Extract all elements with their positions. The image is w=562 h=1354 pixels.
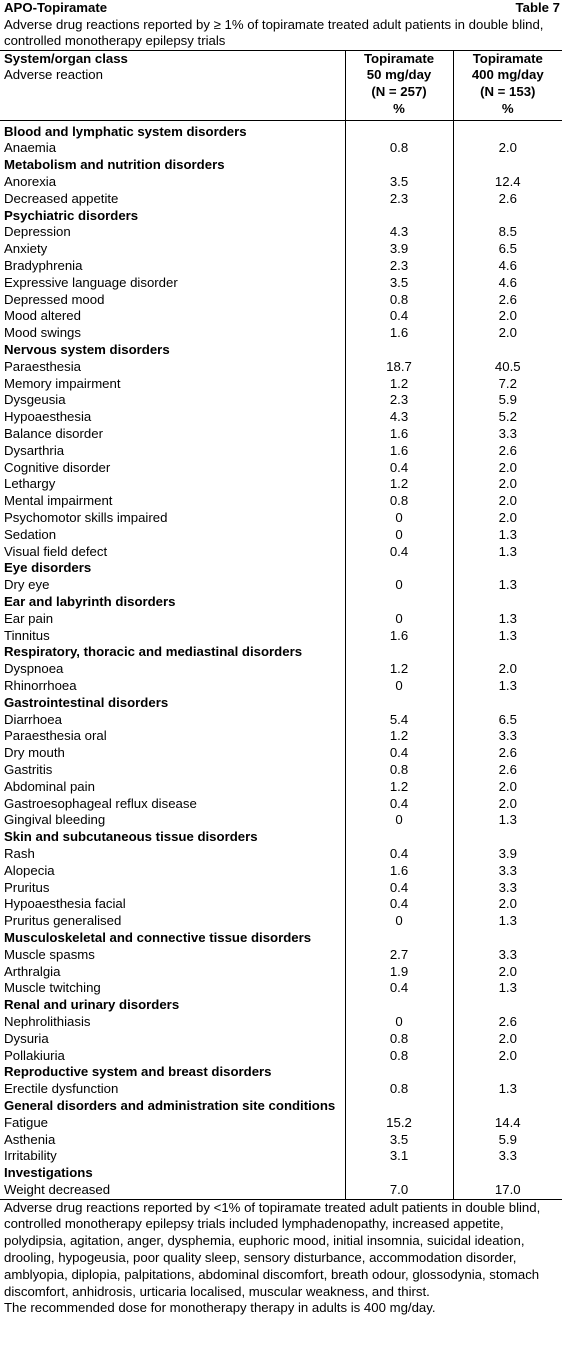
- reaction-name: Decreased appetite: [4, 190, 119, 206]
- table-row: [0, 140, 562, 157]
- value-400mg: 5.2: [453, 409, 562, 426]
- value-50mg: 0: [345, 527, 453, 544]
- value-400mg: 2.0: [453, 1048, 562, 1065]
- value-50mg: 1.2: [345, 661, 453, 678]
- col3-line-3: (N = 153): [480, 84, 536, 100]
- value-50mg: 0: [345, 678, 453, 695]
- empty-cell: [345, 930, 453, 947]
- table-row: [0, 476, 562, 493]
- value-50mg: 0: [345, 812, 453, 829]
- value-50mg: 2.7: [345, 947, 453, 964]
- value-50mg: 3.5: [345, 1132, 453, 1149]
- value-400mg: 1.3: [453, 527, 562, 544]
- empty-cell: [453, 208, 562, 225]
- reaction-name: Gastritis: [4, 761, 53, 777]
- adverse-reactions-table: [0, 51, 562, 1199]
- group-row: [0, 342, 562, 359]
- table-row: [0, 1115, 562, 1132]
- table-row: [0, 460, 562, 477]
- value-400mg: 1.3: [453, 577, 562, 594]
- reaction-name: Depressed mood: [4, 291, 105, 307]
- empty-cell: [453, 157, 562, 174]
- value-50mg: 0.4: [345, 880, 453, 897]
- table-row: [0, 913, 562, 930]
- value-50mg: 3.1: [345, 1148, 453, 1165]
- value-50mg: 4.3: [345, 409, 453, 426]
- empty-cell: [453, 644, 562, 661]
- reaction-name: Memory impairment: [4, 375, 121, 391]
- group-heading: Eye disorders: [4, 560, 92, 576]
- reaction-name: Depression: [4, 224, 71, 240]
- table-row: [0, 359, 562, 376]
- value-50mg: 1.9: [345, 964, 453, 981]
- value-50mg: 1.2: [345, 779, 453, 796]
- reaction-name: Gastroesophageal reflux disease: [4, 795, 197, 811]
- group-heading: Investigations: [4, 1165, 93, 1181]
- value-50mg: 0.8: [345, 493, 453, 510]
- reaction-name: Ear pain: [4, 610, 54, 626]
- group-row: [0, 829, 562, 846]
- group-row: [0, 120, 562, 140]
- table-row: [0, 863, 562, 880]
- table-row: [0, 1132, 562, 1149]
- value-50mg: 0.4: [345, 460, 453, 477]
- col3-line-4: %: [501, 100, 514, 116]
- table-row: [0, 325, 562, 342]
- value-50mg: 0.4: [345, 745, 453, 762]
- table-row: [0, 1014, 562, 1031]
- value-400mg: 1.3: [453, 913, 562, 930]
- table-row: [0, 846, 562, 863]
- table-row: [0, 275, 562, 292]
- table-row: [0, 779, 562, 796]
- group-heading: Skin and subcutaneous tissue disorders: [4, 829, 258, 845]
- value-400mg: 5.9: [453, 1132, 562, 1149]
- empty-cell: [453, 594, 562, 611]
- value-50mg: 1.6: [345, 426, 453, 443]
- table-row: [0, 577, 562, 594]
- group-row: [0, 157, 562, 174]
- value-50mg: 0.8: [345, 1081, 453, 1098]
- group-heading: Renal and urinary disorders: [4, 997, 180, 1013]
- table-row: [0, 426, 562, 443]
- value-50mg: 5.4: [345, 712, 453, 729]
- reaction-name: Mood altered: [4, 308, 81, 324]
- reaction-name: Dry mouth: [4, 745, 65, 761]
- reaction-name: Dyspnoea: [4, 661, 64, 677]
- empty-cell: [345, 560, 453, 577]
- table-row: [0, 896, 562, 913]
- table-row: [0, 812, 562, 829]
- reaction-name: Cognitive disorder: [4, 459, 111, 475]
- group-heading: Gastrointestinal disorders: [4, 694, 169, 710]
- value-400mg: 4.6: [453, 275, 562, 292]
- value-50mg: 0: [345, 913, 453, 930]
- reaction-name: Mood swings: [4, 325, 81, 341]
- empty-cell: [345, 1064, 453, 1081]
- col2-line-4: %: [393, 100, 405, 116]
- value-400mg: 3.9: [453, 846, 562, 863]
- value-400mg: 1.3: [453, 678, 562, 695]
- value-400mg: 17.0: [453, 1182, 562, 1199]
- value-50mg: 0.4: [345, 980, 453, 997]
- empty-cell: [345, 695, 453, 712]
- table-row: [0, 728, 562, 745]
- column-header-400mg: [453, 51, 562, 121]
- drug-name: APO-Topiramate: [4, 0, 108, 15]
- value-400mg: 6.5: [453, 712, 562, 729]
- reaction-name: Sedation: [4, 526, 57, 542]
- table-row: [0, 678, 562, 695]
- group-row: [0, 1098, 562, 1115]
- value-50mg: 1.6: [345, 325, 453, 342]
- column-header-class-subtitle: Adverse reaction: [4, 67, 103, 83]
- col2-line-1: Topiramate: [363, 50, 435, 66]
- table-row: [0, 443, 562, 460]
- value-50mg: 0.4: [345, 308, 453, 325]
- reaction-name: Abdominal pain: [4, 778, 95, 794]
- table-row: [0, 241, 562, 258]
- group-row: [0, 1165, 562, 1182]
- table-row: [0, 880, 562, 897]
- table-row: [0, 762, 562, 779]
- col3-line-1: Topiramate: [472, 50, 543, 66]
- group-row: [0, 594, 562, 611]
- value-400mg: 6.5: [453, 241, 562, 258]
- col2-line-3: (N = 257): [371, 84, 427, 100]
- reaction-name: Arthralgia: [4, 963, 61, 979]
- value-50mg: 0.8: [345, 762, 453, 779]
- table-header-row: [0, 51, 562, 121]
- value-400mg: 2.0: [453, 796, 562, 813]
- value-400mg: 3.3: [453, 863, 562, 880]
- empty-cell: [453, 695, 562, 712]
- table-caption: Adverse drug reactions reported by ≥ 1% of topiramate treated adult patients in double blind, controlled monotherapy epilepsy trials: [4, 16, 544, 48]
- table-row: [0, 796, 562, 813]
- value-50mg: 0.8: [345, 1031, 453, 1048]
- value-50mg: 0: [345, 611, 453, 628]
- value-400mg: 4.6: [453, 258, 562, 275]
- reaction-name: Pollakiuria: [4, 1047, 65, 1063]
- table-row: [0, 1081, 562, 1098]
- value-400mg: 3.3: [453, 1148, 562, 1165]
- empty-cell: [453, 342, 562, 359]
- value-50mg: 0.4: [345, 796, 453, 813]
- value-400mg: 1.3: [453, 544, 562, 561]
- empty-cell: [453, 930, 562, 947]
- reaction-name: Fatigue: [4, 1114, 48, 1130]
- value-400mg: 2.0: [453, 896, 562, 913]
- value-400mg: 2.6: [453, 292, 562, 309]
- value-50mg: 2.3: [345, 258, 453, 275]
- column-header-class-title: System/organ class: [4, 50, 128, 66]
- group-row: [0, 997, 562, 1014]
- empty-cell: [453, 829, 562, 846]
- table-row: [0, 258, 562, 275]
- value-400mg: 2.0: [453, 460, 562, 477]
- reaction-name: Rhinorrhoea: [4, 677, 77, 693]
- table-row: [0, 1148, 562, 1165]
- value-50mg: 3.5: [345, 275, 453, 292]
- value-50mg: 18.7: [345, 359, 453, 376]
- value-400mg: 2.6: [453, 762, 562, 779]
- table-row: [0, 947, 562, 964]
- value-400mg: 1.3: [453, 980, 562, 997]
- value-50mg: 1.2: [345, 376, 453, 393]
- reaction-name: Mental impairment: [4, 493, 113, 509]
- table-row: [0, 527, 562, 544]
- value-400mg: 3.3: [453, 426, 562, 443]
- col2-line-2: 50 mg/day: [366, 67, 432, 83]
- reaction-name: Paraesthesia: [4, 358, 81, 374]
- table-row: [0, 510, 562, 527]
- reaction-name: Gingival bleeding: [4, 812, 106, 828]
- group-heading: Musculoskeletal and connective tissue disorders: [4, 929, 312, 945]
- reaction-name: Asthenia: [4, 1131, 56, 1147]
- value-50mg: 1.2: [345, 728, 453, 745]
- value-50mg: 15.2: [345, 1115, 453, 1132]
- table-row: [0, 611, 562, 628]
- empty-cell: [345, 1165, 453, 1182]
- empty-cell: [453, 1064, 562, 1081]
- empty-cell: [345, 120, 453, 140]
- value-400mg: 14.4: [453, 1115, 562, 1132]
- table-row: [0, 1031, 562, 1048]
- document-header: [0, 0, 562, 17]
- group-row: [0, 644, 562, 661]
- value-50mg: 1.6: [345, 443, 453, 460]
- value-50mg: 0.4: [345, 896, 453, 913]
- empty-cell: [345, 829, 453, 846]
- table-row: [0, 661, 562, 678]
- group-heading: Reproductive system and breast disorders: [4, 1064, 272, 1080]
- value-400mg: 2.6: [453, 1014, 562, 1031]
- value-400mg: 2.6: [453, 443, 562, 460]
- empty-cell: [345, 342, 453, 359]
- reaction-name: Pruritus: [4, 879, 50, 895]
- reaction-name: Irritability: [4, 1148, 57, 1164]
- reaction-name: Balance disorder: [4, 426, 103, 442]
- table-row: [0, 174, 562, 191]
- reaction-name: Paraesthesia oral: [4, 728, 107, 744]
- value-50mg: 7.0: [345, 1182, 453, 1199]
- table-row: [0, 191, 562, 208]
- value-400mg: 2.0: [453, 510, 562, 527]
- table-body: [0, 120, 562, 1199]
- reaction-name: Erectile dysfunction: [4, 1081, 119, 1097]
- table-row: [0, 308, 562, 325]
- value-50mg: 1.2: [345, 476, 453, 493]
- value-50mg: 0.4: [345, 544, 453, 561]
- value-400mg: 2.0: [453, 779, 562, 796]
- table-number: Table 7: [515, 0, 560, 15]
- table-row: [0, 544, 562, 561]
- empty-cell: [345, 997, 453, 1014]
- reaction-name: Weight decreased: [4, 1181, 111, 1197]
- value-400mg: 2.6: [453, 745, 562, 762]
- table-row: [0, 745, 562, 762]
- value-50mg: 0: [345, 1014, 453, 1031]
- value-400mg: 2.0: [453, 140, 562, 157]
- value-400mg: 2.0: [453, 661, 562, 678]
- group-heading: Nervous system disorders: [4, 342, 170, 358]
- table-row: [0, 376, 562, 393]
- value-400mg: 1.3: [453, 611, 562, 628]
- empty-cell: [345, 208, 453, 225]
- value-400mg: 8.5: [453, 224, 562, 241]
- group-row: [0, 560, 562, 577]
- value-400mg: 2.0: [453, 493, 562, 510]
- reaction-name: Dry eye: [4, 577, 50, 593]
- group-row: [0, 930, 562, 947]
- value-400mg: 2.0: [453, 964, 562, 981]
- reaction-name: Dysuria: [4, 1030, 49, 1046]
- reaction-name: Diarrhoea: [4, 711, 62, 727]
- table-row: [0, 628, 562, 645]
- value-50mg: 0.8: [345, 140, 453, 157]
- empty-cell: [453, 997, 562, 1014]
- column-header-50mg: [345, 51, 453, 121]
- empty-cell: [453, 120, 562, 140]
- reaction-name: Bradyphrenia: [4, 258, 83, 274]
- value-400mg: 3.3: [453, 728, 562, 745]
- value-50mg: 0.8: [345, 292, 453, 309]
- value-50mg: 1.6: [345, 863, 453, 880]
- empty-cell: [453, 1165, 562, 1182]
- value-400mg: 5.9: [453, 392, 562, 409]
- value-50mg: 2.3: [345, 191, 453, 208]
- value-400mg: 3.3: [453, 880, 562, 897]
- reaction-name: Hypoaesthesia facial: [4, 896, 126, 912]
- reaction-name: Muscle twitching: [4, 980, 101, 996]
- table-row: [0, 1048, 562, 1065]
- group-row: [0, 695, 562, 712]
- value-400mg: 2.0: [453, 308, 562, 325]
- value-400mg: 7.2: [453, 376, 562, 393]
- value-400mg: 12.4: [453, 174, 562, 191]
- empty-cell: [345, 594, 453, 611]
- reaction-name: Dysgeusia: [4, 392, 66, 408]
- empty-cell: [453, 1098, 562, 1115]
- value-50mg: 0.8: [345, 1048, 453, 1065]
- table-row: [0, 224, 562, 241]
- column-header-class: [0, 51, 345, 121]
- empty-cell: [345, 1098, 453, 1115]
- value-400mg: 2.0: [453, 1031, 562, 1048]
- empty-cell: [345, 157, 453, 174]
- table-row: [0, 964, 562, 981]
- reaction-name: Anaemia: [4, 140, 57, 156]
- col3-line-2: 400 mg/day: [471, 67, 544, 83]
- value-400mg: 3.3: [453, 947, 562, 964]
- reaction-name: Anxiety: [4, 241, 48, 257]
- group-heading: Ear and labyrinth disorders: [4, 594, 176, 609]
- reaction-name: Psychomotor skills impaired: [4, 510, 168, 526]
- value-50mg: 1.6: [345, 628, 453, 645]
- group-row: [0, 1064, 562, 1081]
- reaction-name: Muscle spasms: [4, 946, 95, 962]
- value-50mg: 0: [345, 577, 453, 594]
- reaction-name: Alopecia: [4, 862, 55, 878]
- value-50mg: 2.3: [345, 392, 453, 409]
- group-heading: Respiratory, thoracic and mediastinal disorders: [4, 644, 303, 660]
- group-heading: Metabolism and nutrition disorders: [4, 157, 225, 173]
- reaction-name: Pruritus generalised: [4, 913, 122, 929]
- reaction-name: Expressive language disorder: [4, 274, 178, 290]
- value-50mg: 0: [345, 510, 453, 527]
- table-row: [0, 712, 562, 729]
- value-400mg: 40.5: [453, 359, 562, 376]
- group-row: [0, 208, 562, 225]
- table-row: [0, 292, 562, 309]
- group-heading: Psychiatric disorders: [4, 207, 139, 223]
- value-50mg: 3.9: [345, 241, 453, 258]
- table-row: [0, 409, 562, 426]
- reaction-name: Nephrolithiasis: [4, 1013, 91, 1029]
- value-400mg: 1.3: [453, 628, 562, 645]
- table-row: [0, 980, 562, 997]
- footnote-paragraph-2: The recommended dose for monotherapy therapy in adults is 400 mg/day.: [4, 1300, 436, 1316]
- empty-cell: [345, 644, 453, 661]
- reaction-name: Lethargy: [4, 476, 56, 492]
- value-400mg: 2.0: [453, 476, 562, 493]
- table-row: [0, 1182, 562, 1199]
- reaction-name: Dysarthria: [4, 442, 65, 458]
- reaction-name: Rash: [4, 845, 35, 861]
- reaction-name: Tinnitus: [4, 627, 50, 643]
- group-heading: General disorders and administration site conditions: [4, 1097, 336, 1113]
- group-heading: Blood and lymphatic system disorders: [4, 123, 247, 139]
- reaction-name: Visual field defect: [4, 543, 108, 559]
- value-50mg: 3.5: [345, 174, 453, 191]
- value-400mg: 2.6: [453, 191, 562, 208]
- table-row: [0, 493, 562, 510]
- table-row: [0, 392, 562, 409]
- table-footnote: [0, 1199, 562, 1318]
- reaction-name: Anorexia: [4, 174, 57, 190]
- value-400mg: 1.3: [453, 1081, 562, 1098]
- empty-cell: [453, 560, 562, 577]
- value-400mg: 2.0: [453, 325, 562, 342]
- value-50mg: 0.4: [345, 846, 453, 863]
- value-50mg: 4.3: [345, 224, 453, 241]
- footnote-paragraph-1: Adverse drug reactions reported by <1% of topiramate treated adult patients in double blind, controlled monotherapy epilepsy trials included lymphadenopathy, increased appetite, polydipsia, agitation, anger, dysphemia, euphoric mood, initial insomnia, suicidal ideation, drooling, hypogeusia, poor quality sleep, sensory disturbance, accommodation disorder, amblyopia, diplopia, palpitations, abdominal discomfort, breath odour, glossodynia, stomach discomfort, anhidrosis, urticaria localised, muscular weakness, and thirst.: [4, 1199, 541, 1299]
- value-400mg: 1.3: [453, 812, 562, 829]
- reaction-name: Hypoaesthesia: [4, 409, 92, 425]
